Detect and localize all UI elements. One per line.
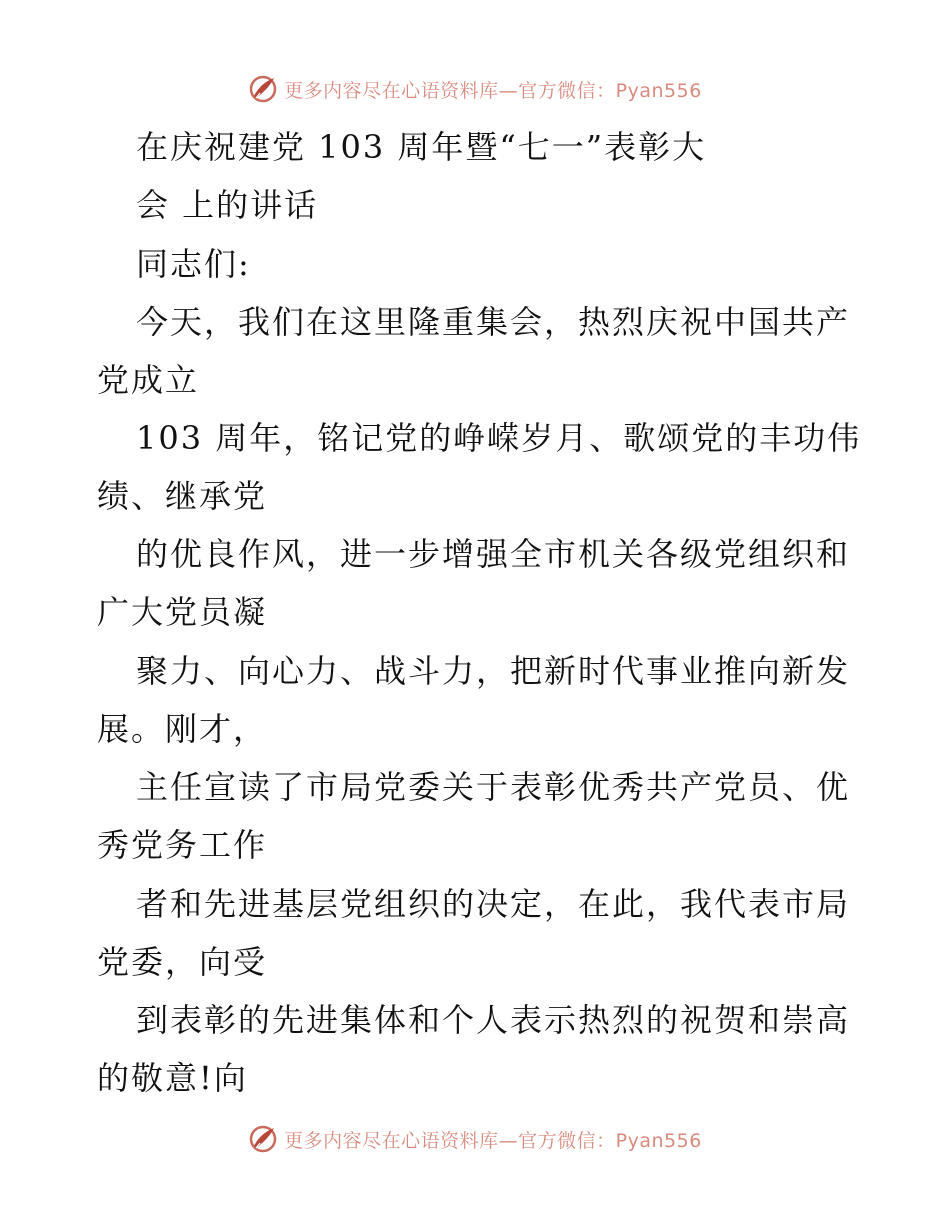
paragraph-line: 今天，我们在这里隆重集会，热烈庆祝中国共产: [136, 303, 851, 341]
header-watermark: [0, 72, 950, 106]
paragraph-line: 展。刚才，: [97, 710, 268, 748]
quill-logo-icon: [248, 1124, 278, 1154]
quill-logo-icon: [248, 74, 278, 104]
watermark-text: 更多内容尽在心语资料库—官方微信：Pyan556: [284, 79, 702, 102]
footer-watermark: [0, 1122, 950, 1156]
paragraph-line: 党委，向受: [97, 943, 268, 981]
paragraph-line: 103 周年，铭记党的峥嵘岁月、歌颂党的丰功伟: [136, 419, 862, 457]
paragraph-line: 主任宣读了市局党委关于表彰优秀共产党员、优: [136, 768, 851, 806]
paragraph-line: 聚力、向心力、战斗力，把新时代事业推向新发: [136, 652, 851, 690]
paragraph-line: 秀党务工作: [97, 826, 268, 864]
paragraph-line: 绩、继承党: [97, 477, 268, 515]
paragraph-line: 到表彰的先进集体和个人表示热烈的祝贺和崇高: [136, 1001, 851, 1039]
watermark-text: 更多内容尽在心语资料库—官方微信：Pyan556: [284, 1129, 702, 1152]
salutation: 同志们:: [136, 245, 251, 283]
paragraph-line: 者和先进基层党组织的决定，在此，我代表市局: [136, 885, 851, 923]
paragraph-line: 广大党员凝: [97, 593, 268, 631]
title-line-1: 在庆祝建党 103 周年暨“七一”表彰大: [136, 128, 707, 166]
paragraph-line: 的敬意!向: [97, 1059, 248, 1097]
paragraph-line: 的优良作风，进一步增强全市机关各级党组织和: [136, 535, 851, 573]
title-line-2: 会 上的讲话: [136, 186, 319, 224]
paragraph-line: 党成立: [97, 361, 200, 399]
